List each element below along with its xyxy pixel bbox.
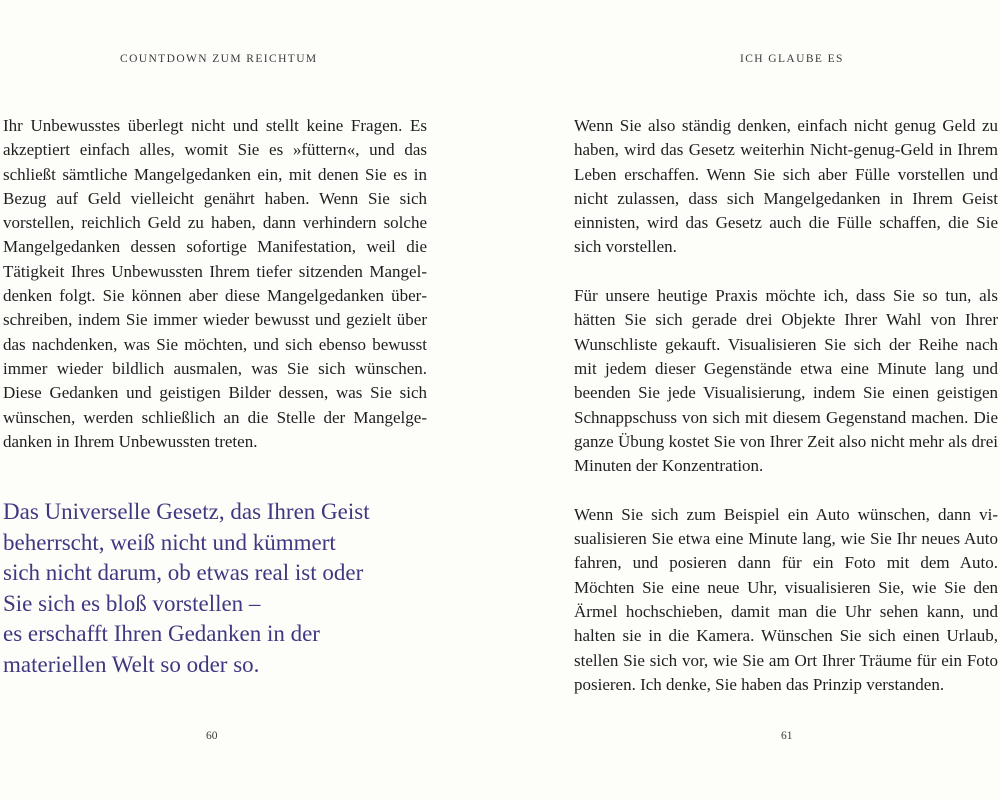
paragraph: Wenn Sie also ständig denken, einfach nicht genug Geld zu haben, wird das Gesetz weiterhin Nicht-genug-Geld in Ihrem Leben erschaffen. Wenn Sie sich aber Fülle vorstellen und nicht zulassen, dass sich Mangelgedanken in Ihrem Geist einnisten, wird das Gesetz auch die Fülle schaffen, die Sie sich vorstellen.: [574, 116, 998, 257]
pull-quote-line: materiellen Welt so oder so.: [3, 651, 260, 677]
left-body-text: [3, 114, 427, 478]
running-head-right: ICH GLAUBE ES: [740, 53, 844, 65]
pull-quote-line: Das Universelle Gesetz, das Ihren Geist: [3, 499, 370, 524]
pull-quote: [3, 497, 433, 681]
paragraph: Ihr Unbewusstes überlegt nicht und stellt keine Fragen. Es akzeptiert einfach alles, womit Sie es »füttern«, und das schließt sämtliche Mangelgedanken ein, mit denen Sie es in Bezug auf Geld vielleicht genährt haben. Wenn Sie sich vorstellen, reichlich Geld zu haben, dann verhindern solche Mangelgedanken dessen sofortige Manifestation, weil die Tätigkeit Ihres Unbewussten Ihrem tiefer sitzenden Mangeldenken folgt. Sie können aber diese Mangelgedanken überschreiben, indem Sie immer wieder bewusst und gezielt über das nachdenken, was Sie möchten, und sich ebenso bewusst immer wieder bildlich ausmalen, was Sie sich wünschen. Diese Gedanken und geistigen Bilder dessen, was Sie sich wünschen, werden schließlich an die Stelle der Mangelgedanken in Ihrem Unbewussten treten.: [3, 116, 427, 451]
page-number-right: 61: [781, 730, 793, 742]
left-page: [0, 0, 440, 800]
pull-quote-line: Sie sich es bloß vorstellen –: [3, 590, 261, 616]
running-head-left: COUNTDOWN ZUM REICHTUM: [120, 53, 318, 65]
pull-quote-line: sich nicht darum, ob etwas real ist oder: [3, 560, 364, 586]
right-body-text: [574, 114, 998, 721]
paragraph: Für unsere heutige Praxis möchte ich, dass Sie so tun, als hätten Sie sich gerade drei Objekte Ihrer Wahl von Ihrer Wunschliste gekauft. Visualisieren Sie sich der Reihe nach mit jedem dieser Gegenstände etwa eine Minute lang und beenden Sie jede Visualisierung, indem Sie einen geistigen Schnappschuss von sich mit diesem Gegenstand machen. Die ganze Übung kostet Sie von Ihrer Zeit also nicht mehr als drei Minuten der Konzentration.: [574, 286, 998, 476]
right-page: [560, 0, 1000, 800]
page-number-left: 60: [206, 730, 218, 742]
pull-quote-line: es erschafft Ihren Gedanken in der: [3, 621, 320, 647]
paragraph: Wenn Sie sich zum Beispiel ein Auto wünschen, dann visualisieren Sie etwa eine Minute lang, wie Sie Ihr neues Auto fahren, und posieren dann für ein Foto mit dem Auto. Möchten Sie eine neue Uhr, visualisieren Sie, wie Sie den Ärmel hochschieben, damit man die Uhr sehen kann, und halten sie in die Kamera. Wünschen Sie sich einen Urlaub, stellen Sie sich vor, wie Sie am Ort Ihrer Träume für ein Foto posieren. Ich denke, Sie haben das Prinzip verstanden.: [574, 504, 998, 694]
pull-quote-line: beherrscht, weiß nicht und kümmert: [3, 529, 336, 555]
